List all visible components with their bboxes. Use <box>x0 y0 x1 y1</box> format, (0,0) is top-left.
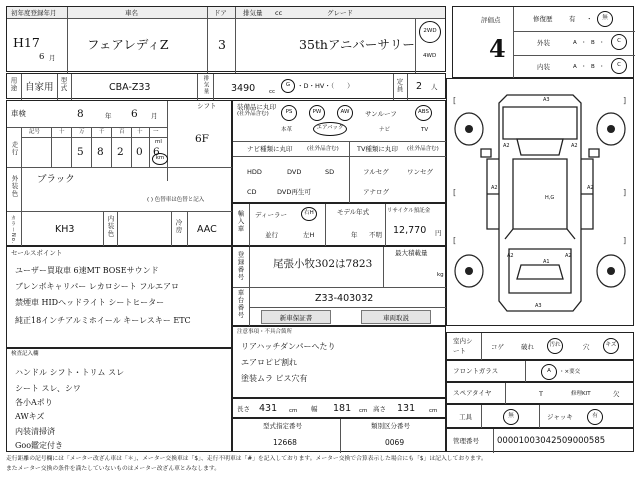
equip-tv: TV <box>421 127 429 133</box>
inspector-label: 検査記入欄 <box>11 351 39 357</box>
sales-point-item: ブレンボキャリパー レカロシート フルエアロ <box>15 282 180 291</box>
rating-panel <box>452 6 634 78</box>
rating-label: 評価点 <box>481 16 501 24</box>
mgmt-value: 00001003042509000585 <box>497 436 606 446</box>
seat-opt-scratch-circled: キズ <box>603 338 619 354</box>
inspector-item: Goo鑑定付き <box>15 441 64 450</box>
notes-item: 塗装ムラ ビス穴有 <box>241 374 308 383</box>
vehicle-manual-button[interactable]: 車両取説 <box>361 310 431 324</box>
sales-point-item: 禁煙車 HIDヘッドライト シートヒーター <box>15 298 165 307</box>
tools-none-circled: 無 <box>503 409 519 425</box>
tools-jack-row <box>446 404 634 428</box>
length-label: 長さ <box>237 405 250 413</box>
header-section <box>6 6 446 72</box>
certification-numbers <box>232 418 446 452</box>
divider <box>383 247 384 287</box>
reg-month: 6 <box>39 52 45 62</box>
windshield-a-circled: A <box>541 364 557 380</box>
grade: 35thアニバーサリー <box>299 37 415 52</box>
ac-value: AAC <box>197 224 217 235</box>
inspector-item: 内装清掃済 <box>15 427 55 436</box>
fuel-g-circled: G <box>281 79 295 93</box>
divider <box>481 405 482 429</box>
divider <box>51 127 52 167</box>
handle-right-circled: 右H <box>301 207 317 221</box>
interior-opt-b: B <box>591 64 595 70</box>
divider <box>393 74 394 100</box>
height-value: 131 <box>397 403 416 414</box>
divider <box>340 419 341 453</box>
class-value: 0069 <box>385 438 405 447</box>
registration-block <box>232 246 446 326</box>
tv-sub: (社外品含む) <box>407 146 439 152</box>
width-label: 幅 <box>311 405 318 413</box>
mileage-h-1: 一 <box>153 129 159 135</box>
registration-value: 尾張小牧302は7823 <box>273 258 373 270</box>
max-load-unit: kg <box>437 272 444 278</box>
inspector-block <box>6 348 232 452</box>
divider <box>111 127 112 167</box>
divider <box>481 333 482 361</box>
model-year-label: モデル年式 <box>337 208 370 216</box>
displacement-value: 3490 <box>231 83 256 94</box>
svg-text:[: [ <box>453 236 457 245</box>
divider <box>349 141 350 204</box>
notes-item: リアハッチダンパーへたり <box>241 342 336 351</box>
notes-label: 注意事項・不具合箇所 <box>237 329 293 335</box>
tv-fullseg: フルセグ <box>363 168 389 176</box>
era-year: H17 <box>13 35 40 50</box>
reg-month-unit: 月 <box>49 54 56 62</box>
recycle-value: 12,770 <box>393 225 427 236</box>
grade-label: グレード <box>327 9 353 17</box>
separator: ・ <box>599 64 605 70</box>
navi-dvd-play: DVD再生可 <box>277 188 311 196</box>
inspection-mileage-block <box>6 100 232 246</box>
equip-sunroof: サンルーフ <box>365 110 397 118</box>
diagram-label: A3 <box>535 303 542 309</box>
sales-point-item: 純正18インチアルミホイール キーレスキー ETC <box>15 316 191 325</box>
exterior-opt-a: A <box>573 40 577 46</box>
divider <box>197 74 198 100</box>
rating-value: 4 <box>489 34 506 63</box>
seat-opt-tear: 破れ <box>521 343 534 351</box>
navi-sub: (社外品含む) <box>307 146 339 152</box>
divider <box>21 211 22 247</box>
divider <box>91 127 92 167</box>
spare-opt-kit: 修理KIT <box>571 391 591 397</box>
reg-label: 初年度登録年月 <box>11 9 57 17</box>
use-label: 用途 <box>9 77 18 92</box>
sales-points-label: セールスポイント <box>11 249 63 257</box>
inspector-item: 各小Aポり <box>15 398 53 407</box>
diagram-label: A2 <box>503 143 510 149</box>
seat-opt-dirt-circled: 汚れ <box>547 338 563 354</box>
height-unit: cm <box>429 408 438 414</box>
tv-analog: アナログ <box>363 188 389 196</box>
color-note: ( ) 色替車は色替と記入 <box>147 197 205 203</box>
divider <box>207 7 208 73</box>
class-label: 類別区分番号 <box>371 422 410 430</box>
recycle-label: リサイクル預託金 <box>387 208 431 214</box>
equipment-label: 装備品に丸印 <box>237 103 276 111</box>
svg-text:]: ] <box>623 236 627 245</box>
diagram-label: A2 <box>507 253 514 259</box>
mileage-km-circled: km <box>152 153 168 165</box>
equip-ps-circled: PS <box>281 105 297 121</box>
diagram-label: A2 <box>491 185 498 191</box>
divider <box>167 101 168 181</box>
divider <box>415 19 416 73</box>
drive-4wd: 4WD <box>423 53 437 59</box>
diagram-label: A2 <box>571 143 578 149</box>
diagram-label: H,G <box>545 195 555 201</box>
divider <box>71 74 72 100</box>
color-no-label: カラーNo. <box>10 215 16 245</box>
navi-label: ナビ種類に丸印 <box>247 145 293 153</box>
max-load-label: 最大積載量 <box>395 249 428 257</box>
diagram-label: A3 <box>543 97 550 103</box>
spare-opt-none: 欠 <box>613 390 620 398</box>
divider <box>539 405 540 429</box>
width-unit: cm <box>359 408 368 414</box>
navi-dvd: DVD <box>287 168 302 176</box>
notes-item: エアロピビ割れ <box>241 358 297 367</box>
divider <box>385 204 386 247</box>
import-dealer: ディーラー <box>255 211 287 219</box>
jack-yes-circled: 有 <box>587 409 603 425</box>
divider <box>149 127 150 167</box>
diagram-label: A2 <box>587 185 594 191</box>
height-label: 高さ <box>373 405 386 413</box>
inspection-month: 6 <box>131 108 138 120</box>
divider <box>249 307 447 308</box>
svg-text:[: [ <box>453 188 457 197</box>
divider <box>233 156 447 157</box>
spare-opt-t: T <box>539 390 543 398</box>
svg-text:[: [ <box>453 96 457 105</box>
spare-label: スペアタイヤ <box>453 389 492 397</box>
divider <box>233 141 447 142</box>
repair-none-circled: 無 <box>597 11 613 27</box>
divider <box>67 7 68 73</box>
divider <box>171 211 172 247</box>
windshield-label: フロントガラス <box>453 367 499 375</box>
equip-aw-circled: AW <box>337 105 353 121</box>
model-year-y: 年 <box>351 231 358 239</box>
mileage-label: 走行 <box>10 141 19 156</box>
exterior-c-circled: C <box>611 34 627 50</box>
car-name-label: 車名 <box>125 9 138 17</box>
inspection-year-unit: 年 <box>105 112 112 120</box>
sales-point-item: ユーザー買取車 6速MT BOSEサウンド <box>15 266 159 275</box>
separator: ・ <box>581 64 587 70</box>
divider <box>117 211 118 247</box>
equip-navi: ナビ <box>379 127 391 133</box>
sales-points-block <box>6 246 232 348</box>
mileage-digit: 2 <box>117 146 124 158</box>
mileage-digit: 6 <box>153 146 160 158</box>
divider <box>103 211 104 247</box>
mileage-h-10: 十 <box>137 129 143 135</box>
svg-text:]: ] <box>623 188 627 197</box>
fuel-others: ・D・HV・（ ） <box>297 82 354 90</box>
cc-header: cc <box>275 9 283 17</box>
windshield-other: ・×要交 <box>559 369 581 375</box>
notes-block <box>232 326 446 398</box>
inspection-year: 8 <box>77 108 84 120</box>
equip-leather: 本革 <box>281 127 293 133</box>
displacement-header: 排気量 <box>243 9 263 17</box>
dimensions-row <box>232 398 446 418</box>
shift-label: シフト <box>197 102 217 110</box>
equip-airbag-circled: エアバック <box>313 122 347 136</box>
inspection-month-unit: 月 <box>151 112 158 120</box>
seat-opt-koge: コゲ <box>491 343 504 351</box>
door-count: 3 <box>218 37 226 52</box>
mileage-h-100k: 十 <box>59 129 65 135</box>
damage-diagram-panel <box>446 78 634 326</box>
type-cert-label: 型式指定番号 <box>263 422 302 430</box>
divider <box>21 137 167 138</box>
capacity-value: 2 <box>416 81 423 92</box>
divider <box>525 361 526 383</box>
model-year-unknown: 不明 <box>369 231 382 239</box>
ac-label: 冷房 <box>174 219 183 234</box>
exterior-opt-b: B <box>591 40 595 46</box>
new-car-warranty-button[interactable]: 新車保証書 <box>261 310 331 324</box>
tv-label: TV種類に丸印 <box>357 145 398 153</box>
capacity-label: 定員 <box>395 78 404 93</box>
length-value: 431 <box>259 403 278 414</box>
handle-left: 左H <box>303 231 315 239</box>
mileage-digit: 8 <box>97 146 104 158</box>
windshield-row <box>446 360 634 382</box>
navi-sd: SD <box>325 168 335 176</box>
tools-label: 工具 <box>459 413 472 421</box>
navi-cd: CD <box>247 188 257 196</box>
divider <box>21 167 22 211</box>
management-number-row <box>446 428 634 452</box>
recycle-unit: 円 <box>435 229 442 237</box>
navi-hdd: HDD <box>247 168 262 176</box>
width-value: 181 <box>333 403 352 414</box>
model-label: 型式 <box>59 77 68 92</box>
exterior-color-label: 外装色 <box>10 175 19 198</box>
divider <box>7 167 233 168</box>
separator: ・ <box>599 40 605 46</box>
exterior-label: 外装 <box>537 39 550 47</box>
interior-seat-row <box>446 332 634 360</box>
equipment-block <box>232 100 446 203</box>
equipment-sub-label: (社外品含む) <box>237 111 269 117</box>
divider <box>21 74 22 100</box>
divider <box>505 383 506 405</box>
separator: ・ <box>586 15 593 23</box>
interior-color-label: 内装色 <box>106 215 115 238</box>
equip-pw-circled: PW <box>309 105 325 121</box>
tv-oneseg: ワンセグ <box>407 168 433 176</box>
mileage-h-100: 百 <box>119 129 125 135</box>
divider <box>249 204 250 247</box>
door-label: ドア <box>214 9 227 17</box>
inspection-label: 車検 <box>11 109 26 118</box>
footer-line-1: 走行距離の記号欄には「メーター改ざん車は「＊」、メーター交換車は「$」、走行不明車は「#」を記入しております。メーター交換で合算表示した場合にも「$」は記入しております。 <box>6 456 487 462</box>
separator: ・ <box>581 40 587 46</box>
spare-tire-row <box>446 382 634 404</box>
seat-opt-hole: 穴 <box>583 343 590 351</box>
registration-label: 登録番号 <box>236 251 245 281</box>
divider <box>235 7 236 73</box>
divider <box>407 74 408 100</box>
divider <box>131 127 132 167</box>
color-no-value: KH3 <box>55 224 75 235</box>
import-recycle-row <box>232 203 446 246</box>
divider <box>187 211 188 247</box>
mileage-unit-ml: ml <box>155 139 162 145</box>
inspector-item: AWキズ <box>15 412 45 421</box>
equip-abs-circled: ABS <box>415 105 432 121</box>
inspector-item: シート スレ、シワ <box>15 384 81 393</box>
divider <box>513 55 635 56</box>
import-parallel: 並行 <box>265 231 278 239</box>
use-value: 自家用 <box>25 82 54 93</box>
divider <box>493 429 494 453</box>
drive-2wd-circled: 2WD <box>419 21 441 43</box>
divider <box>213 74 214 100</box>
type-cert-value: 12668 <box>273 438 297 447</box>
model-value: CBA-Z33 <box>109 82 151 93</box>
divider <box>57 74 58 100</box>
divider <box>21 127 22 167</box>
divider <box>7 211 233 212</box>
divider <box>513 31 635 32</box>
footer-line-2: またメーター交換の条件を満たしていないものはメーター改ざん車とみなします。 <box>6 466 221 472</box>
interior-c-circled: C <box>611 58 627 74</box>
capacity-unit: 人 <box>431 83 438 91</box>
length-unit: cm <box>289 408 298 414</box>
mileage-h-1k: 千 <box>99 129 105 135</box>
repair-label: 修復歴 <box>533 15 553 23</box>
divider <box>233 287 447 288</box>
interior-label: 内装 <box>537 63 550 71</box>
svg-text:]: ] <box>623 96 627 105</box>
mileage-digit: 5 <box>77 146 84 158</box>
jack-label: ジャッキ <box>547 413 573 421</box>
mileage-h-code: 記号 <box>29 129 41 135</box>
chassis-label: 車台番号 <box>236 289 245 319</box>
mileage-digit: 0 <box>136 146 143 158</box>
exterior-color-value: ブラック <box>37 174 75 185</box>
interior-opt-a: A <box>573 64 577 70</box>
car-damage-diagram <box>447 79 633 325</box>
chassis-value: Z33-403032 <box>315 293 374 304</box>
inspector-item: ハンドル シフト・トリム スレ <box>15 368 125 377</box>
shift-value: 6F <box>195 133 209 145</box>
vehicle-info-row <box>6 73 446 99</box>
divider <box>7 127 167 128</box>
divider <box>513 7 514 79</box>
repair-yes: 有 <box>569 15 576 23</box>
car-name: フェアレディZ <box>87 37 169 52</box>
displacement-unit: cc <box>269 89 276 95</box>
diagram-label: A2 <box>565 253 572 259</box>
import-label: 輸入車 <box>236 210 245 233</box>
divider <box>71 127 72 167</box>
mgmt-label: 管理番号 <box>453 437 479 445</box>
displacement-label: 排気量 <box>202 75 209 95</box>
diagram-label: A1 <box>543 259 550 265</box>
mileage-h-10k: 万 <box>79 129 85 135</box>
interior-seat-label: 室内シート <box>453 337 473 355</box>
divider <box>325 204 326 247</box>
